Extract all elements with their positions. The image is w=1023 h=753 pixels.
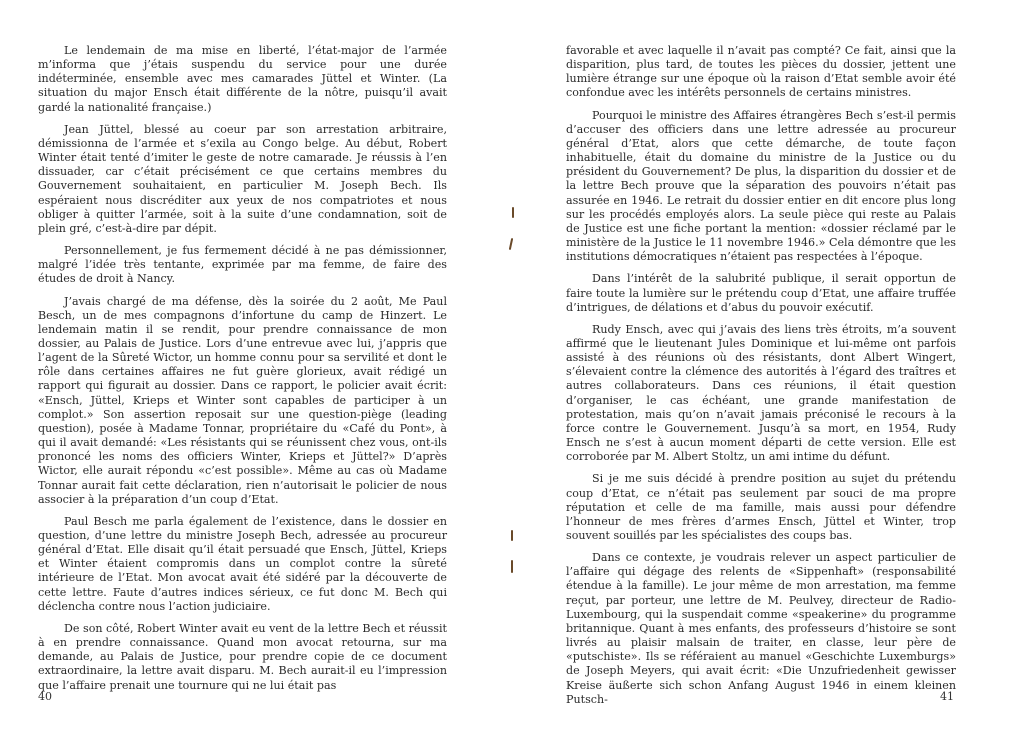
paragraph: Personnellement, je fus fermement décidé à ne pas démissionner, malgré l’idée très tentante, exprimée par ma femme, de faire des études de droit à Nancy. [38,244,447,286]
page-number-right: 41 [940,690,954,703]
paragraph: favorable et avec laquelle il n’avait pas compté? Ce fait, ainsi que la disparition, plus tard, de toutes les pièces du dossier, jettent une lumière étrange sur une époque où la raison d’Etat semble avoir été confondue avec les intérêts personnels de certains ministres. [566,44,956,100]
paragraph: Si je me suis décidé à prendre position au sujet du prétendu coup d’Etat, ce n’était pas seulement par souci de ma propre réputation et celle de ma famille, mais aussi pour défendre l’honneur de mes frères d’armes Ensch, Jüttel et Winter, trop souvent souillés par les spécialistes des coups bas. [566,472,956,542]
paragraph: Pourquoi le ministre des Affaires étrangères Bech s’est-il permis d’accuser des officiers dans une lettre adressée au procureur général d’Etat, alors que cette démarche, de toute façon inhabituelle, était du domaine du ministre de la Justice ou du président du Gouvernement? De plus, la disparition du dossier et de la lettre Bech prouve que la séparation des pouvoirs n’était pas assurée en 1946. Le retrait du dossier entier en dit encore plus long sur les procédés employés alors. La seule pièce qui reste au Palais de Justice est une fiche portant la mention: «dossier réclamé par le ministère de la Justice le 11 novembre 1946.» Cela démontre que les institutions démocratiques n’étaient pas respectées à l’époque. [566,108,956,264]
gutter-binding-mark [509,238,513,250]
paragraph: Paul Besch me parla également de l’existence, dans le dossier en question, d’une lettre du ministre Joseph Bech, adressée au procureur général d’Etat. Elle disait qu’il était persuadé que Ensch, Jüttel, Krieps et Winter étaient compromis dans un complot contre la sûreté intérieure de l’Etat. Mon avocat avait été sidéré par la découverte de cette lettre. Faute d’autres indices sérieux, ce fut donc M. Bech qui déclencha contre nous l’action judiciaire. [38,514,447,613]
paragraph: Dans l’intérêt de la salubrité publique, il serait opportun de faire toute la lumière sur le prétendu coup d’Etat, une affaire truffée d’intrigues, de délations et d’abus du pouvoir exécutif. [566,272,956,314]
left-page-text [38,44,447,701]
paragraph: De son côté, Robert Winter avait eu vent de la lettre Bech et réussit à en prendre connaissance. Quand mon avocat retourna, sur ma demande, au Palais de Justice, pour prendre copie de ce document extraordinaire, la lettre avait disparu. M. Bech aurait-il eu l’impression que l’affaire prenait une tournure qui ne lui était pas [38,621,447,692]
gutter-binding-mark [511,530,513,541]
gutter-binding-mark [511,560,513,573]
right-page-text [566,44,956,715]
paragraph: Dans ce contexte, je voudrais relever un aspect particulier de l’affaire qui dégage des relents de «Sippenhaft» (responsabilité étendue à la famille). Le jour même de mon arrestation, ma femme reçut, par porteur, une lettre de M. Peulvey, directeur de Radio-Luxembourg, qui la suspendait comme «speakerine» du programme britannique. Quant à mes enfants, des professeurs d’histoire se sont livrés au plaisir malsain de traiter, en classe, leur père de «putschiste». Ils se référaient au manuel «Geschichte Luxemburgs» de Joseph Meyers, qui avait écrit: «Die Unzufriedenheit gewisser Kreise äußerte sich schon Anfang August 1946 in einem kleinen Putsch- [566,551,956,706]
gutter-binding-mark [512,207,514,218]
paragraph: Le lendemain de ma mise en liberté, l’état-major de l’armée m’informa que j’étais suspendu du service pour une durée indéterminée, ensemble avec mes camarades Jüttel et Winter. (La situation du major Ensch était différente de la nôtre, puisqu’il avait gardé la nationalité française.) [38,44,447,114]
page-number-left: 40 [38,690,52,703]
paragraph: Jean Jüttel, blessé au coeur par son arrestation arbitraire, démissionna de l’armée et s’exila au Congo belge. Au début, Robert Winter était tenté d’imiter le geste de notre camarade. Je réussis à l’en dissuader, car c’était précisément ce que certains membres du Gouvernement souhaitaient, en particulier M. Joseph Bech. Ils espéraient nous discréditer aux yeux de nos compatriotes et nous obliger à quitter l’armée, soit à la suite d’une condamnation, soit de plein gré, c’est-à-dire par dépit. [38,122,447,235]
paragraph: Rudy Ensch, avec qui j’avais des liens très étroits, m’a souvent affirmé que le lieutenant Jules Dominique et lui-même ont parfois assisté à des réunions où des résistants, dont Albert Wingert, s’élevaient contre la clémence des autorités à l’égard des traîtres et autres collaborateurs. Dans ces réunions, il était question d’organiser, le cas échéant, une grande manifestation de protestation, mais qu’on n’avait jamais préconisé le recours à la force contre le Gouvernement. Jusqu’à sa mort, en 1954, Rudy Ensch ne s’est à aucun moment départi de cette version. Elle est corroborée par M. Albert Stoltz, un ami intime du défunt. [566,322,956,464]
paragraph: J’avais chargé de ma défense, dès la soirée du 2 août, Me Paul Besch, un de mes compagnons d’infortune du camp de Hinzert. Le lendemain matin il se rendit, pour prendre connaissance de mon dossier, au Palais de Justice. Lors d’une entrevue avec lui, j’appris que l’agent de la Sûreté Wictor, un homme connu pour sa servilité et dont le rôle dans certaines affaires ne fut guère glorieux, avait rédigé un rapport qui figurait au dossier. Dans ce rapport, le policier avait écrit: «Ensch, Jüttel, Krieps et Winter sont capables de participer à un complot.» Son assertion reposait sur une question-piège (leading question), posée à Madame Tonnar, propriétaire du «Café du Pont», à qui il avait demandé: «Les résistants qui se réunissent chez vous, ont-ils prononcé les noms des officiers Winter, Krieps et Jüttel?» D’après Wictor, elle aurait répondu «c’est possible». Même au cas où Madame Tonnar aurait fait cette déclaration, rien n’autorisait le policier de nous associer à la préparation d’un coup d’Etat. [38,294,447,506]
